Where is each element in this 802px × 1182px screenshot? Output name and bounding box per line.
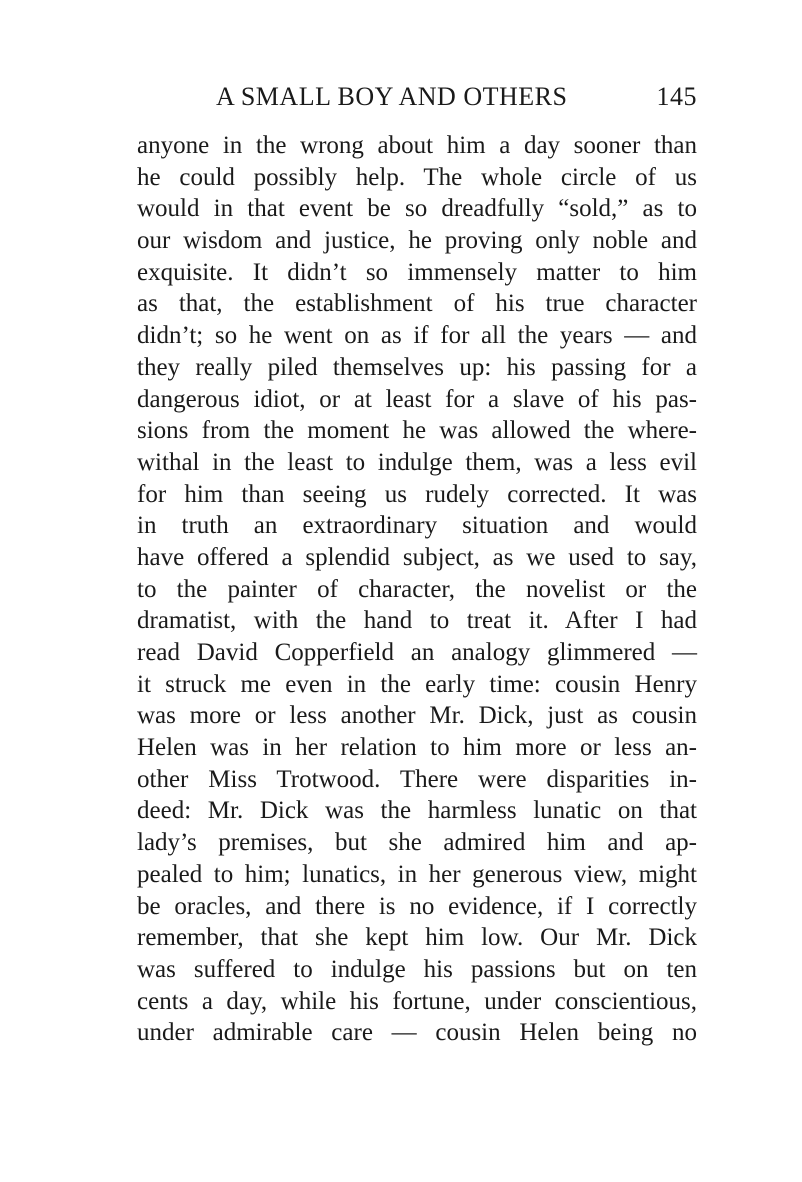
text-line: he could possibly help. The whole circle of us bbox=[137, 163, 697, 191]
text-line: dangerous idiot, or at least for a slave of his pas- bbox=[137, 385, 697, 413]
text-line: anyone in the wrong about him a day sooner than bbox=[137, 132, 697, 159]
running-title: A SMALL BOY AND OTHERS bbox=[216, 82, 568, 111]
text-line: dramatist, with the hand to treat it. After I had bbox=[137, 607, 697, 635]
text-line: under admirable care — cousin Helen being no bbox=[137, 1019, 697, 1047]
running-head bbox=[137, 80, 697, 114]
body-text bbox=[137, 130, 697, 1049]
text-line: deed: Mr. Dick was the harmless lunatic on that bbox=[137, 797, 697, 825]
text-line: was more or less another Mr. Dick, just as cousin bbox=[137, 702, 697, 730]
text-line: cents a day, while his fortune, under conscientious, bbox=[137, 987, 697, 1015]
text-line: lady’s premises, but she admired him and ap- bbox=[137, 829, 697, 857]
text-line: other Miss Trotwood. There were disparities in- bbox=[137, 765, 697, 793]
text-line: sions from the moment he was allowed the where- bbox=[137, 417, 697, 445]
text-line: as that, the establishment of his true character bbox=[137, 290, 697, 318]
text-line: was suffered to indulge his passions but on ten bbox=[137, 955, 697, 983]
text-line: would in that event be so dreadfully “sold,” as to bbox=[137, 195, 697, 223]
text-line: read David Copperfield an analogy glimmered — bbox=[137, 639, 697, 666]
text-line: for him than seeing us rudely corrected. It was bbox=[137, 480, 697, 508]
text-line: it struck me even in the early time: cousin Henry bbox=[137, 670, 697, 698]
text-line: didn’t; so he went on as if for all the years — and bbox=[137, 322, 697, 350]
text-line: Helen was in her relation to him more or less an- bbox=[137, 734, 697, 762]
text-line: withal in the least to indulge them, was a less evil bbox=[137, 448, 697, 476]
text-line: exquisite. It didn’t so immensely matter to him bbox=[137, 258, 697, 286]
text-line: remember, that she kept him low. Our Mr. Dick bbox=[137, 924, 697, 952]
text-line: be oracles, and there is no evidence, if I correctly bbox=[137, 892, 697, 920]
text-line: our wisdom and justice, he proving only noble and bbox=[137, 227, 697, 255]
text-line: to the painter of character, the novelist or the bbox=[137, 575, 697, 603]
text-line: they really piled themselves up: his passing for a bbox=[137, 353, 697, 381]
text-line: have offered a splendid subject, as we used to say, bbox=[137, 543, 697, 571]
text-line: pealed to him; lunatics, in her generous view, might bbox=[137, 860, 697, 888]
text-line: in truth an extraordinary situation and would bbox=[137, 512, 697, 540]
page-number: 145 bbox=[656, 82, 697, 111]
